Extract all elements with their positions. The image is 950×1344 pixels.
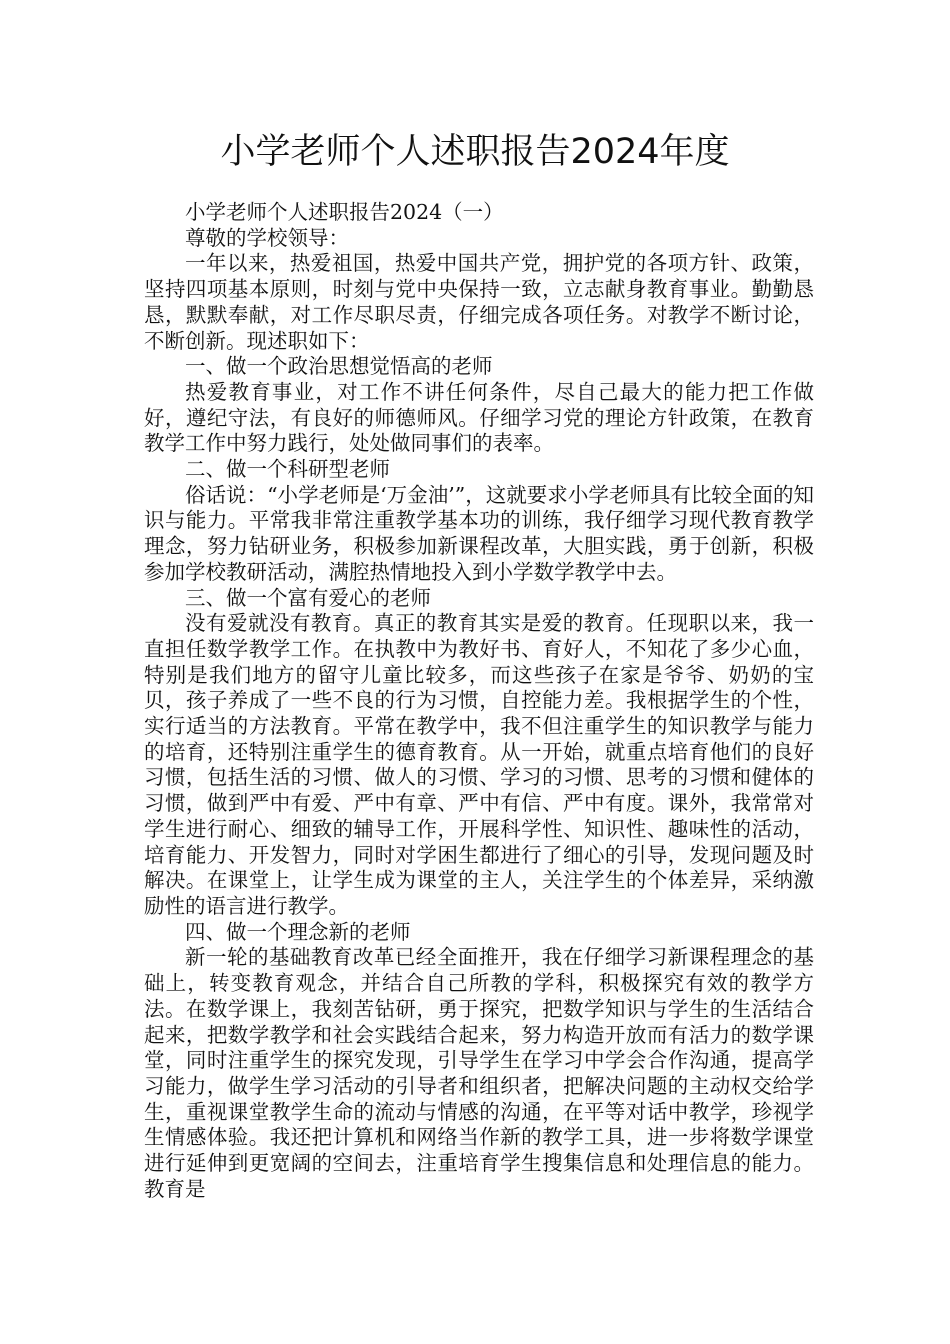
paragraph-salutation: 尊敬的学校领导： [185,225,349,250]
paragraph-section-2: 俗话说：“小学老师是‘万金油’”，这就要求小学老师具有比较全面的知识与能力。平常我非常注重教学基本功的训练，我仔细学习现代教育教学理念，努力钻研业务，积极参加新课程改革，大胆实践，勇于创新，积极参加学校教研活动，满腔热情地投入到小学数学教学中去。 [144,482,814,584]
section-heading-2: 二、做一个科研型老师 [185,457,390,482]
document-title: 小学老师个人述职报告2024年度 [220,132,730,172]
paragraph-section-1: 热爱教育事业，对工作不讲任何条件，尽自己最大的能力把工作做好，遵纪守法，有良好的师德师风。仔细学习党的理论方针政策，在教育教学工作中努力践行，处处做同事们的表率。 [144,379,814,456]
section-heading-4: 四、做一个理念新的老师 [185,919,411,944]
paragraph-section-3: 没有爱就没有教育。真正的教育其实是爱的教育。任现职以来，我一直担任数学教学工作。在执教中为教好书、育好人，不知花了多少心血，特别是我们地方的留守儿童比较多，而这些孩子在家是爷爷、奶奶的宝贝，孩子养成了一些不良的行为习惯，自控能力差。我根据学生的个性，实行适当的方法教育。平常在教学中，我不但注重学生的知识教学与能力的培育，还特别注重学生的德育教育。从一开始，就重点培育他们的良好习惯，包括生活的习惯、做人的习惯、学习的习惯、思考的习惯和健体的习惯，做到严中有爱、严中有章、严中有信、严中有度。课外，我常常对学生进行耐心、细致的辅导工作，开展科学性、知识性、趣味性的活动，培育能力、开发智力，同时对学困生都进行了细心的引导，发现问题及时解决。在课堂上，让学生成为课堂的主人，关注学生的个体差异，采纳激励性的语言进行教学。 [144,611,814,918]
document-body [144,200,814,1202]
section-heading-3: 三、做一个富有爱心的老师 [185,585,431,610]
paragraph-section-4: 新一轮的基础教育改革已经全面推开，我在仔细学习新课程理念的基础上，转变教育观念，并结合自己所教的学科，积极探究有效的教学方法。在数学课上，我刻苦钻研，勇于探究，把数学知识与学生的生活结合起来，把数学教学和社会实践结合起来，努力构造开放而有活力的数学课堂，同时注重学生的探究发现，引导学生在学习中学会合作沟通，提高学习能力，做学生学习活动的引导者和组织者，把解决问题的主动权交给学生，重视课堂教学生命的流动与情感的沟通，在平等对话中教学，珍视学生情感体验。我还把计算机和网络当作新的教学工具，进一步将数学课堂进行延伸到更宽阔的空间去，注重培育学生搜集信息和处理信息的能力。教育是 [144,945,814,1201]
paragraph-subtitle: 小学老师个人述职报告2024（一） [185,200,504,224]
paragraph-intro: 一年以来，热爱祖国，热爱中国共产党，拥护党的各项方针、政策，坚持四项基本原则，时刻与党中央保持一致，立志献身教育事业。勤勤恳恳，默默奉献，对工作尽职尽责，仔细完成各项任务。对教学不断讨论，不断创新。现述职如下： [144,251,814,353]
section-heading-1: 一、做一个政治思想觉悟高的老师 [185,354,493,379]
